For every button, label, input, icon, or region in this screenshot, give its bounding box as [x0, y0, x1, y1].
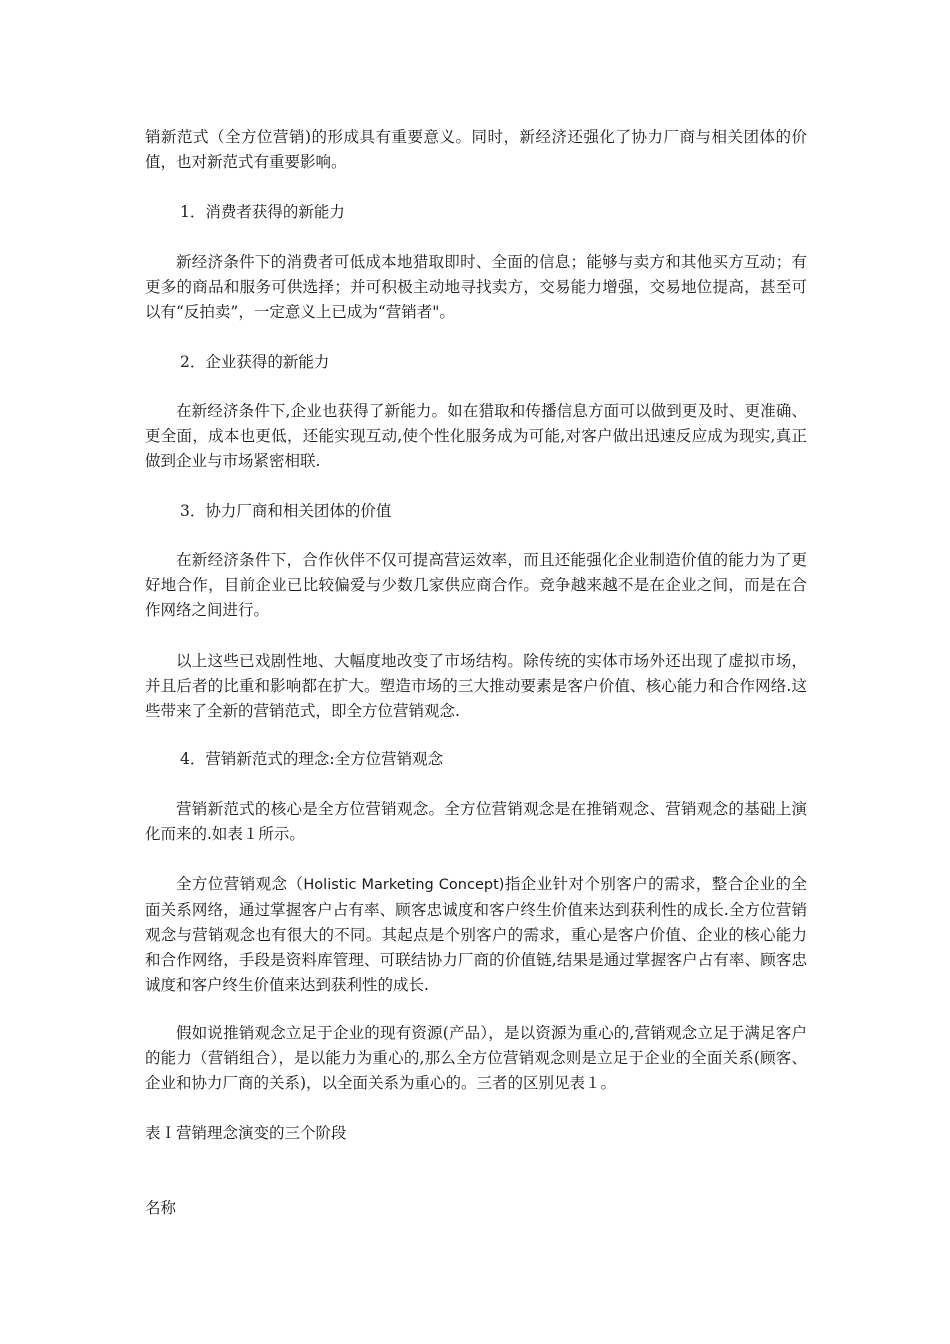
- table-caption: 表Ｉ营销理念演变的三个阶段: [145, 1124, 347, 1142]
- paragraph-enterprise-abilities: 在新经济条件下,企业也获得了新能力。如在猎取和传播信息方面可以做到更及时、更准确、更全面，成本也更低，还能实现互动,使个性化服务成为可能,对客户做出迅速反应成为现实,真正做到企业与市场紧密相联.: [145, 402, 807, 470]
- paragraph-core-concept: 营销新范式的核心是全方位营销观念。全方位营销观念是在推销观念、营销观念的基础上演化而来的.如表１所示。: [145, 800, 807, 843]
- paragraph-intro-continued: 销新范式（全方位营销)的形成具有重要意义。同时，新经济还强化了协力厂商与相关团体的价值，也对新范式有重要影响。: [145, 128, 807, 171]
- paragraph-partner-value: 在新经济条件下，合作伙伴不仅可提高营运效率，而且还能强化企业制造价值的能力为了更好地合作，目前企业已比较偏爱与少数几家供应商合作。竞争越来越不是在企业之间，而是在合作网络之间进行。: [145, 551, 807, 619]
- paragraph-market-structure: 以上这些已戏剧性地、大幅度地改变了市场结构。除传统的实体市场外还出现了虚拟市场，并且后者的比重和影响都在扩大。塑造市场的三大推动要素是客户价值、核心能力和合作网络.这些带来了全新的营销范式，即全方位营销观念.: [145, 652, 807, 720]
- paragraph-concept-comparison: 假如说推销观念立足于企业的现有资源(产品），是以资源为重心的,营销观念立足于满足客户的能力（营销组合），是以能力为重心的,那么全方位营销观念则是立足于企业的全面关系(顾客、企业和协力厂商的关系)，以全面关系为重心的。三者的区别见表１。: [145, 1024, 807, 1092]
- section-heading-3: 3．协力厂商和相关团体的价值: [180, 502, 392, 520]
- section-heading-4: 4．营销新范式的理念:全方位营销观念: [180, 750, 444, 768]
- paragraph-holistic-definition: [145, 872, 807, 998]
- section-heading-1: 1．消费者获得的新能力: [180, 203, 345, 221]
- paragraph-consumer-abilities: 新经济条件下的消费者可低成本地猎取即时、全面的信息；能够与卖方和其他买方互动；有更多的商品和服务可供选择；并可积极主动地寻找卖方，交易能力增强，交易地位提高，甚至可以有“反拍卖”，一定意义上已成为“营销者"。: [145, 253, 807, 321]
- table-header-name: 名称: [145, 1199, 177, 1217]
- section-heading-2: 2．企业获得的新能力: [180, 353, 330, 371]
- holistic-definition-rest: 指企业针对个别客户的需求，整合企业的全面关系网络，通过掌握客户占有率、顾客忠诚度和客户终生价值来达到获利性的成长.全方位营销观念与营销观念也有很大的不同。其起点是个别客户的需求，重心是客户价值、企业的核心能力和合作网络，手段是资料库管理、可联结协力厂商的价值链,结果是通过掌握客户占有率、顾客忠诚度和客户终生价值来达到获利性的成长.: [145, 875, 807, 994]
- holistic-definition-start: 全方位营销观念（: [176, 875, 304, 893]
- holistic-marketing-term: Holistic Marketing Concept): [303, 877, 505, 893]
